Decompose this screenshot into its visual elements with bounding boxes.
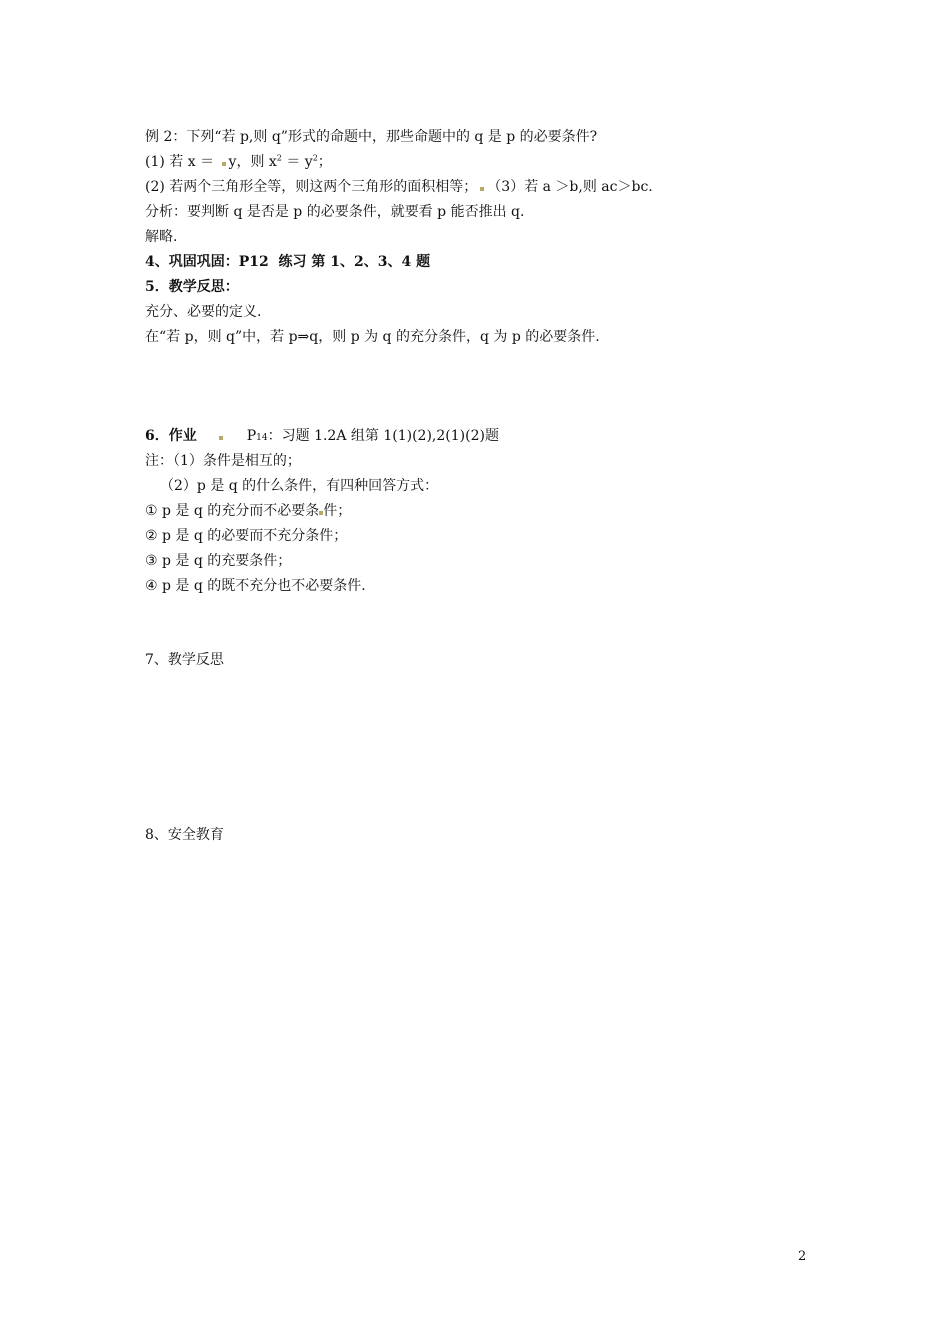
section7-heading: 7、教学反思 [145, 652, 224, 668]
page-number: 2 [798, 1249, 807, 1264]
example2-title: 例 2：下列“若 p,则 q”形式的命题中，那些命题中的 q 是 p 的必要条件? [145, 129, 598, 145]
item1-part-b: y，则 x [228, 154, 277, 170]
section5-heading: 5．教学反思： [145, 279, 239, 295]
speck-mark [219, 436, 223, 440]
example2-item1 [145, 153, 332, 171]
section5-line2: 在“若 p，则 q”中，若 p⇒q，则 p 为 q 的充分条件，q 为 p 的必要条件. [145, 329, 600, 345]
option-1-part-a: ① p 是 q 的充分而不必要条 [145, 503, 320, 519]
section8-heading: 8、安全教育 [145, 827, 224, 843]
item2-part-a: (2) 若两个三角形全等，则这两个三角形的面积相等； [145, 179, 478, 195]
section6-task: ：习题 1.2A 组第 1(1)(2),2(1)(2)题 [267, 428, 499, 444]
item1-part-a: (1) 若 x ＝ [145, 154, 219, 170]
item1-part-d: ； [317, 154, 332, 170]
example2-analysis: 分析：要判断 q 是否是 p 的必要条件，就要看 p 能否推出 q. [145, 204, 525, 220]
option-3: ③ p 是 q 的充要条件； [145, 553, 292, 569]
speck-mark [222, 162, 226, 166]
item1-exponent: 2 [312, 153, 318, 163]
item1-part-c: ＝ y [281, 154, 313, 170]
section4-heading: 4、巩固巩固：P12 练习 第 1、2、3、4 题 [145, 254, 431, 270]
option-1 [145, 502, 351, 520]
section6-note2: （2）p 是 q 的什么条件，有四种回答方式： [160, 478, 439, 494]
option-1-part-b: 件； [323, 503, 352, 519]
speck-mark [480, 187, 484, 191]
section6-line [145, 427, 499, 445]
option-2: ② p 是 q 的必要而不充分条件； [145, 528, 348, 544]
section6-p-subscript: 14 [256, 433, 268, 443]
example2-item2 [145, 178, 653, 196]
section5-line1: 充分、必要的定义. [145, 304, 262, 320]
option-4: ④ p 是 q 的既不充分也不必要条件. [145, 578, 366, 594]
section6-p-letter: P [246, 428, 257, 444]
item2-part-b: （3）若 a ＞b,则 ac＞bc. [487, 179, 653, 195]
item1-exponent: 2 [276, 153, 282, 163]
section6-note1: 注：（1）条件是相互的； [145, 453, 301, 469]
example2-solution: 解略. [145, 229, 178, 245]
section6-heading: 6．作业 [145, 428, 197, 444]
